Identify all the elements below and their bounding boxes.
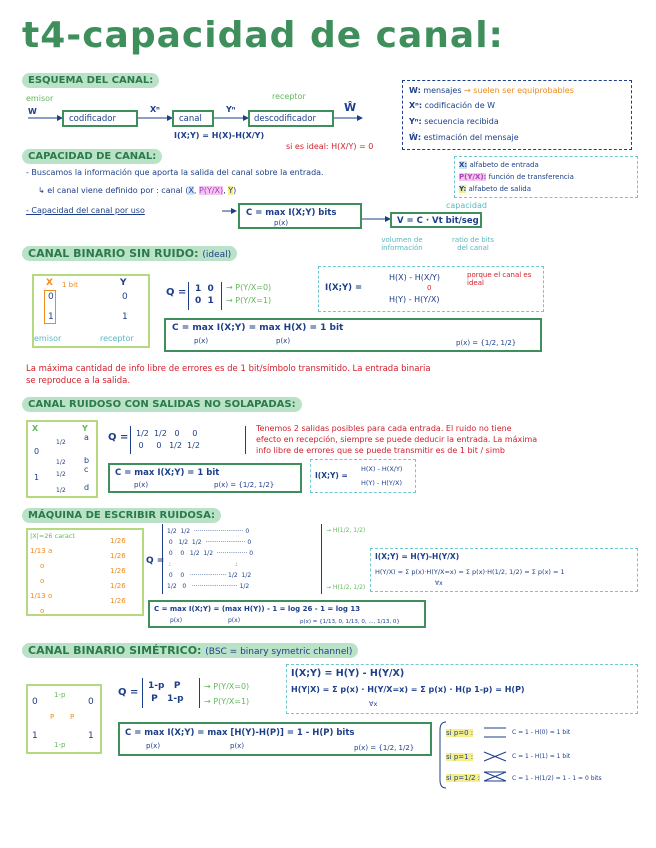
capacity-formula-s3: C = max I(X;Y) = max H(X) = 1 bit [172,323,344,333]
capacity-sub3-s5: p(x) = {1/13, 0, 1/13, 0, ..., 1/13, 0} [300,619,400,625]
mutual-info-s4: I(X;Y) = [315,471,348,480]
noisy-note-line1: Tenemos 2 salidas posibles para cada entrada. El ruido no tiene [256,424,512,433]
capacity-sub2-s6: p(x) [230,742,245,750]
descodificador-box [248,110,334,127]
p-row2-s6: → P(Y/X=1) [204,697,250,706]
codificador-box [62,110,138,127]
section-header-simetrico: CANAL BINARIO SIMÉTRICO: (BSC = binary symetric channel) [22,643,358,658]
mutual-case1-s3: H(X) - H(X/Y) [389,273,441,282]
canal-label: canal [179,114,202,124]
page-title: t4-capacidad de canal: [22,15,504,56]
mutual-info-box-s3 [318,266,544,312]
typewriter-in-4: 1/13 o [30,592,53,600]
typewriter-in-2: o [40,562,45,570]
bsc-case-phalf-result: C = 1 - H(1/2) = 1 - 1 = 0 bits [512,775,602,782]
p-row1-s3: → P(Y/X=0) [226,283,272,292]
section-header-maquina: MÁQUINA DE ESCRIBIR RUIDOSA: [22,508,221,523]
volumen-label: volumen de información [381,236,423,252]
noisy-note-line2: efecto en recepción, siempre se puede deducir la entrada. La máxima [256,435,538,444]
legend-w: W: mensajes → suelen ser equiprobables [409,86,574,95]
capacity-sub1-s5: p(x) [170,617,183,624]
canal-box [172,110,214,127]
capacity-box-s4 [108,463,302,493]
capacity-sub2-s5: p(x) [228,617,241,624]
bsc-out-1: 1 [88,731,94,741]
typewriter-diagram-box [26,528,144,616]
forall-x-s6: ∀x [369,700,378,708]
v-formula-box [390,212,482,228]
section-header-esquema: ESQUEMA DEL CANAL: [22,73,159,88]
bsc-in-1: 1 [32,731,38,741]
q-label-s4: Q = [108,432,129,443]
legend-box-s1 [402,80,632,150]
typewriter-out-4: 1/26 [110,582,126,590]
noisy-out-c: c [84,465,89,474]
mutual-info-s5-line1: I(X;Y) = H(Y)-H(Y/X) [375,552,460,561]
mutual-case2-s4: H(Y) - H(Y/X) [361,479,402,487]
capacity-sub1-s3: p(x) [194,337,209,345]
capacity-formula-s6: C = max I(X;Y) = max [H(Y)-H(P)] = 1 - H(P) bits [125,728,355,738]
legend-xn: Xⁿ: codificación de W [409,101,496,110]
bsc-cross-prob-1: P [50,713,55,721]
capacity-box-s5 [148,600,426,628]
typewriter-out-3: 1/26 [110,567,126,575]
section-header-ruidoso: CANAL RUIDOSO CON SALIDAS NO SOLAPADAS: [22,397,302,412]
bsc-in-0: 0 [32,697,38,707]
mutual-info-formula: I(X;Y) = H(X)-H(X/Y) [174,131,265,140]
noiseless-in-0: 0 [48,292,54,302]
bsc-cross-prob-2: P [70,713,75,721]
capacity-sub2-s4: p(x) = {1/2, 1/2} [214,481,275,489]
typewriter-in-5: o [40,607,45,615]
q-label-s5: Q = [146,556,165,566]
mutual-info-s5-line2: H(Y/X) = Σ p(x)·H(Y/X=x) = Σ p(x)·H(1/2, 1/2) = Σ p(x) = 1 [375,568,565,576]
forall-x-s5: ∀x [435,580,443,587]
prob-label-4: 1/2 [56,487,66,494]
bsc-case-p0: si p=0 : [446,729,474,737]
bsc-bottom-prob: 1-p [54,741,66,749]
x-label-s4: X [32,424,39,433]
capacity-formula: C = max I(X;Y) bits [246,208,337,218]
legend-y: Y: alfabeto de salida [459,185,532,193]
mutual-info-box-s5 [370,548,638,592]
noisy-in-1: 1 [34,473,40,482]
q-matrix-s5: 1/2 1/2 ·························· 0 0 1/2 1/2 ····················· 0 0 0 1/2 1/2 ················ 0 : : 0 0 ··················· 1/2 1/2 1/2 0 ························ 1/2 [162,524,322,594]
descodificador-label: descodificador [254,114,317,124]
legend-box-s2 [454,156,638,198]
noisy-note-line3: info libre de errores que se puede transmitir es de 1 bit / simb [256,446,505,455]
p-row2-s3: → P(Y/X=1) [226,296,272,305]
xn-symbol: Xⁿ [150,105,160,114]
capacidad-line1: - Buscamos la información que aporta la salida del canal sobre la entrada. [26,168,324,177]
capacity-formula-sub: p(x) [274,219,289,227]
emisor-label: emisor [26,94,54,103]
noisy-out-d: d [84,483,90,492]
capacidad-line2: ↳ el canal viene definido por : canal (X, P(Y/X), Y) [38,186,237,195]
prob-label-3: 1/2 [56,471,66,478]
typewriter-out-5: 1/26 [110,597,126,605]
legend-x: X: alfabeto de entrada [459,161,539,169]
legend-yn: Yⁿ: secuencia recibida [409,117,499,126]
y-alphabet-label: Y [120,278,127,288]
bsc-case-p1-result: C = 1 - H(1) = 1 bit [512,753,571,760]
conclusion-line1: La máxima cantidad de info libre de errores es de 1 bit/símbolo transmitido. La entrada binaria [26,364,431,374]
noisy-out-b: b [84,456,90,465]
mutual-case2-s3: H(Y) - H(Y/X) [389,295,440,304]
conclusion-line2: se reproduce a la salida. [26,376,131,386]
receptor-label-s3: receptor [100,334,134,343]
typewriter-out-2: 1/26 [110,552,126,560]
typewriter-out-1: 1/26 [110,537,126,545]
capacidad-line3: - Capacidad del canal por uso [26,206,145,215]
noiseless-out-1: 1 [122,312,128,322]
w-symbol: W [28,107,37,116]
noiseless-in-1: 1 [48,312,54,322]
capacity-sub3-s6: p(x) = {1/2, 1/2} [354,744,415,752]
bsc-top-prob: 1-p [54,691,66,699]
yn-symbol: Yⁿ [226,105,236,114]
one-bit-label: 1 bit [62,281,78,289]
capacity-formula-s4: C = max I(X;Y) = 1 bit [115,468,220,478]
q-matrix-s4: 1/2 1/2 0 0 0 0 1/2 1/2 [130,426,246,454]
bsc-case-p1: si p=1 : [446,753,474,761]
bsc-case-p0-result: C = 1 - H(0) = 1 bit [512,729,571,736]
ideal-note: si es ideal: H(X/Y) = 0 [286,142,374,151]
typewriter-in-1: 1/13 a [30,547,53,555]
section-header-binario-sin-ruido: CANAL BINARIO SIN RUIDO: (ideal) [22,246,237,261]
mutual-info-box-s6 [286,664,638,714]
section-header-capacidad: CAPACIDAD DE CANAL: [22,149,162,164]
mutual-info-box-s4 [310,459,416,493]
noiseless-out-0: 0 [122,292,128,302]
caract-label: |X|=26 caract [30,532,75,540]
capacity-sub1-s6: p(x) [146,742,161,750]
q-label-s6: Q = [118,687,139,698]
legend-what: Ŵ: estimación del mensaje [409,133,519,142]
ratio-label: ratio de bits del canal [451,236,495,252]
capacidad-label: capacidad [446,201,487,210]
bsc-case-phalf: si p=1/2 : [446,774,480,782]
receptor-label: receptor [272,92,306,101]
q-matrix-s6: 1-p P P 1-p [142,678,200,708]
capacity-box-s6 [118,722,432,756]
capacity-formula-box [238,203,362,229]
q-matrix-s3: 1 0 0 1 [188,282,222,310]
bsc-out-0: 0 [88,697,94,707]
y-label-s4: Y [82,424,88,433]
prob-label-1: 1/2 [56,439,66,446]
capacity-box-s3 [164,318,542,352]
capacity-sub3-s3: p(x) = {1/2, 1/2} [456,339,517,347]
prob-label-2: 1/2 [56,459,66,466]
p-row1-s6: → P(Y/X=0) [204,682,250,691]
q-label-s3: Q = [166,287,187,298]
emisor-label-s3: emisor [34,334,62,343]
mutual-case1-s4: H(X) - H(X/Y) [361,465,403,473]
capacity-sub1-s4: p(x) [134,481,149,489]
capacity-formula-s5: C = max I(X;Y) = (max H(Y)) - 1 = log 26 - 1 = log 13 [154,605,361,613]
v-formula: V = C · Vt bit/seg [397,216,479,226]
mutual-info-s6-line1: I(X;Y) = H(Y) - H(Y/X) [291,668,405,679]
typewriter-in-3: o [40,577,45,585]
capacity-sub2-s3: p(x) [276,337,291,345]
ideal-reason: porque el canal es ideal [467,271,532,287]
what-symbol: Ŵ [344,101,357,114]
noisy-in-0: 0 [34,447,40,456]
row-entropy-label-bottom: → H(1/2, 1/2) [326,584,366,591]
legend-pyx: P(Y/X): función de transferencia [459,173,574,181]
noisy-out-a: a [84,433,89,442]
mutual-info-s3: I(X;Y) = [325,283,363,293]
row-entropy-label-top: → H(1/2, 1/2) [326,527,366,534]
zero-mark: 0 [427,284,432,292]
mutual-info-s6-line2: H(Y|X) = Σ p(x) · H(Y/X=x) = Σ p(x) · H(p 1-p) = H(P) [291,685,525,694]
x-alphabet-label: X [46,278,53,288]
codificador-label: codificador [69,114,116,124]
